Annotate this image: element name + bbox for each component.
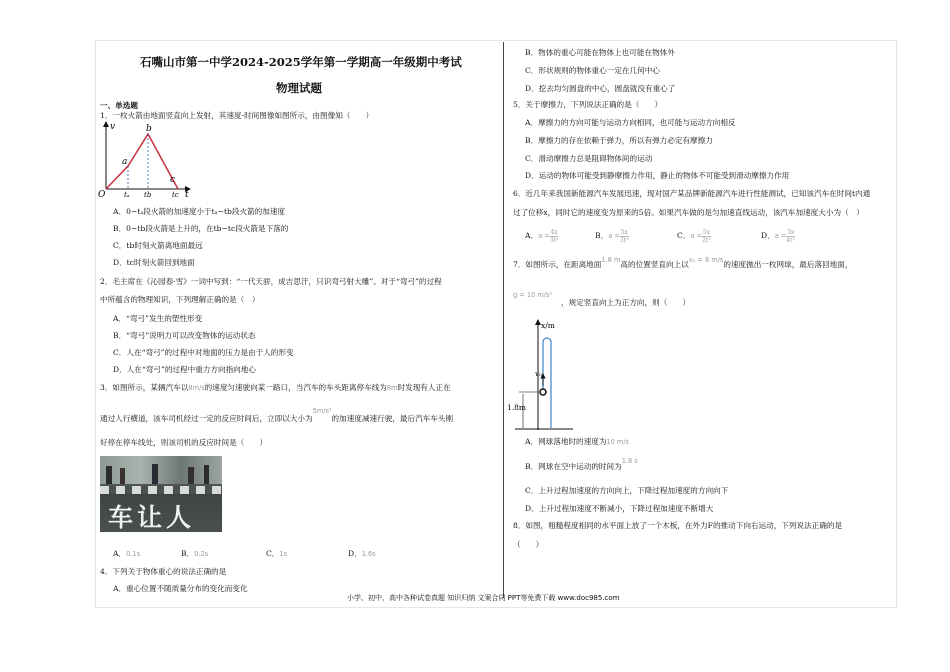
- q7-option-d: D．上升过程加速度不断减小，下降过程加速度不断增大: [525, 504, 714, 513]
- q3-stem-line1: [100, 383, 451, 393]
- ta-label: tₐ: [124, 191, 130, 198]
- q1-option-c: C．tb时刻火箭离地面最远: [113, 241, 203, 250]
- q6-option-a: A．a = $\frac{4x}{\text{3t²}}$: [525, 228, 559, 244]
- q3-option-d: D．1.6s: [348, 549, 376, 558]
- q6-option-d: D．a = $\frac{3x}{\text{4t²}}$: [761, 228, 795, 244]
- q2-stem-line1: 2．毛主席在《沁园春·雪》一词中写到：“一代天骄，成吉思汗，只识弯弓射大雕”。对于“弯弓”的过程: [100, 277, 442, 286]
- q7-height: 1.8 m: [601, 256, 621, 264]
- exam-title: 石嘴山市第一中学2024-2025学年第一学期高一年级期中考试: [140, 55, 462, 69]
- q5-option-a: A．摩擦力的方向可能与运动方向相同，也可能与运动方向相反: [525, 118, 736, 127]
- q7-stem-line1: 7．如图所示，在距离地面1.8 m高的位置竖直向上以v₀ = 8 m/s的速度抛出一枚网球，最后落回地面，: [513, 256, 853, 269]
- v0-label: v₀: [535, 370, 542, 378]
- q3-option-b: B．0.2s: [181, 549, 209, 558]
- q7-option-c: C．上升过程加速度的方向向上，下降过程加速度的方向向下: [525, 486, 729, 495]
- q1-option-b: B．0~tb段火箭是上升的，在tb~tc段火箭是下落的: [113, 224, 289, 233]
- ball: [540, 389, 546, 395]
- q7-gravity: g = 10 m/s²: [513, 291, 553, 299]
- q4-option-b: B．物体的重心可能在物体上也可能在物体外: [525, 48, 675, 57]
- q3-text-2a: 通过人行横道，该车司机经过一定的反应时间后，立即以大小为: [100, 414, 313, 423]
- q7-figure: [505, 316, 575, 432]
- tb-label: tb: [144, 191, 152, 198]
- q4-option-a: A．重心位置不随质量分布的变化而变化: [113, 584, 248, 593]
- origin-label: O: [98, 190, 106, 198]
- q3-acceleration: 5m/s²: [312, 407, 332, 415]
- q3-text-2b: 的加速度减速行驶，最后汽车车头刚: [331, 414, 454, 423]
- q3-text-1a: 3．如图所示，某辆汽车以: [100, 383, 189, 392]
- q6-option-b: B．a = $\frac{5x}{\text{3t²}}$: [595, 228, 629, 244]
- q7-stem-line2: ，规定竖直向上为正方向，则（ ）: [561, 298, 691, 307]
- q3-speed: 8m/s: [188, 384, 205, 392]
- q5-option-c: C．滑动摩擦力总是阻碍物体间的运动: [525, 154, 653, 163]
- q1-option-d: D．tc时刻火箭回到地面: [113, 258, 195, 267]
- x-axis-label: x/m: [541, 321, 555, 330]
- q3-text-1c: 时发现有人正在: [397, 383, 451, 392]
- q3-stem-line2: [100, 407, 454, 424]
- column-divider: [503, 42, 504, 598]
- q1-stem: 1．一枚火箭由地面竖直向上发射，其速度-时间图像如图所示，由图像知（ ）: [100, 111, 374, 120]
- q2-option-c: C．人在“弯弓”的过程中对地面的压力是由于人的形变: [113, 348, 294, 357]
- q3-crosswalk-photo: [100, 456, 222, 532]
- q7-option-b: B．网球在空中运动的时间为1.8 s: [525, 457, 638, 471]
- q1-option-a: A．0~tₐ段火箭的加速度小于tₐ~tb段火箭的加速度: [113, 207, 286, 216]
- q5-option-d: D．运动的物体可能受到静摩擦力作用，静止的物体不可能受到滑动摩擦力作用: [525, 171, 790, 180]
- q5-stem: 5．关于摩擦力，下列说法正确的是（ ）: [513, 100, 663, 109]
- velocity-line: [106, 134, 178, 189]
- q3-road-text: 车让人: [108, 503, 196, 532]
- v-label: v: [110, 122, 116, 132]
- q7-initial-speed: v₀ = 8 m/s: [688, 256, 724, 264]
- t-label: t: [185, 190, 189, 198]
- q4-option-d: D．挖去均匀圆盘的中心，圆盘就没有重心了: [525, 84, 676, 93]
- exam-subtitle: 物理试题: [276, 81, 322, 95]
- q3-distance: 8m: [386, 384, 398, 392]
- q6-option-c: C．a = $\frac{5x}{\text{2t²}}$: [677, 228, 711, 244]
- q6-stem-line2: 过了位移x，同时它的速度变为原来的5倍。如果汽车做的是匀加速直线运动，该汽车加速度大小为（ ）: [513, 208, 864, 217]
- q8-stem-line2: （ ）: [513, 540, 544, 549]
- q3-option-c: C．1s: [266, 549, 288, 558]
- c-label: c: [170, 175, 176, 185]
- q2-option-b: B．“弯弓”说明力可以改变物体的运动状态: [113, 331, 256, 340]
- height-label: 1.8m: [507, 403, 527, 412]
- b-label: b: [146, 124, 152, 134]
- q2-option-a: A．“弯弓”发生的塑性形变: [113, 314, 203, 323]
- a-label: a: [122, 157, 128, 167]
- section-heading: 一、单选题: [100, 101, 138, 110]
- q4-option-c: C．形状规则的物体重心一定在几何中心: [525, 66, 660, 75]
- tc-label: tc: [172, 191, 179, 198]
- q3-option-a: A．0.1s: [113, 549, 140, 558]
- trajectory-path: [543, 338, 551, 428]
- q6-stem-line1: 6．近几年来我国新能源汽车发展迅速，现对国产某品牌新能源汽车进行性能测试，已知该汽车在时间t内通: [513, 189, 871, 198]
- q2-option-d: D．人在“弯弓”的过程中重力方向指向地心: [113, 365, 256, 374]
- q7-option-a: A．网球落地时的速度为10 m/s: [525, 437, 629, 446]
- q5-option-b: B．摩擦力的存在依赖于弹力，所以有弹力必定有摩擦力: [525, 136, 713, 145]
- q1-vt-graph: [96, 118, 194, 198]
- q8-stem-line1: 8．如图，粗糙程度相同的水平面上放了一个木板，在外力F的推动下向右运动，下列说法正确的是: [513, 521, 843, 530]
- q3-text-1b: 的速度匀速驶向某一路口，当汽车的车头距离停车线为: [204, 383, 387, 392]
- q4-stem: 4．下列关于物体重心的说法正确的是: [100, 567, 227, 576]
- q3-stem-line3: 好停在停车线处，则该司机的反应时间是（ ）: [100, 438, 268, 447]
- q2-stem-line2: 中所蕴含的物理知识，下列理解正确的是（ ）: [100, 295, 260, 304]
- page-footer: 小学、初中、高中各种试卷真题 知识归纳 文案合同 PPT等免费下载 www.doc985.com: [347, 594, 620, 602]
